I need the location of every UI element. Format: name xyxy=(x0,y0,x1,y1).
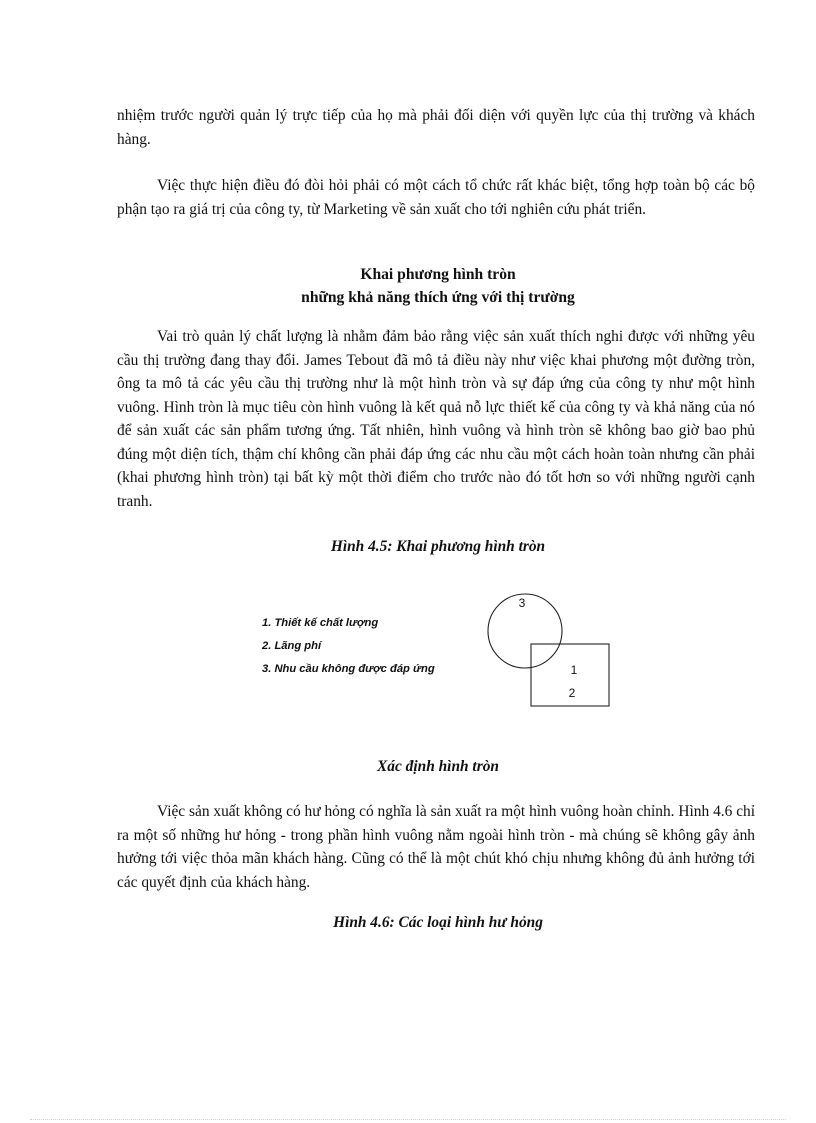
subheading-define-circle: Xác định hình tròn xyxy=(377,758,499,775)
square-label-top: 1 xyxy=(570,663,578,677)
paragraph-organization: Việc thực hiện điều đó đòi hỏi phải có một cách tổ chức rất khác biệt, tổng hợp toàn bộ các bộ phận tạo ra giá trị của công ty, từ Marketing về sản xuất cho tới nghiên cứu phát triển. xyxy=(117,177,755,218)
section-heading-line-2: những khả năng thích ứng với thị trường xyxy=(301,289,575,306)
paragraph-intro-continued: nhiệm trước người quản lý trực tiếp của họ mà phải đối diện với quyền lực của thị trường và khách hàng. xyxy=(117,107,755,148)
legend-item-quality-design: 1. Thiết kế chất lượng xyxy=(262,617,379,629)
circle-label: 3 xyxy=(518,596,526,610)
section-heading-line-1: Khai phương hình tròn xyxy=(360,266,516,283)
legend-item-waste: 2. Lãng phí xyxy=(262,640,322,652)
figure-4-5-caption: Hình 4.5: Khai phương hình tròn xyxy=(330,538,546,555)
page-bottom-divider xyxy=(30,1119,786,1120)
circle-square-diagram xyxy=(480,588,620,716)
figure-4-6-caption: Hình 4.6: Các loại hình hư hỏng xyxy=(333,914,543,931)
paragraph-quality-role: Vai trò quản lý chất lượng là nhằm đảm bảo rằng việc sản xuất thích nghi được với những yêu cầu thị trường đang thay đổi. James Tebout đã mô tả điều này như việc khai phương một đường tròn, ông ta mô tả các yêu cầu thị trường như là một hình tròn và sự đáp ứng của công ty như một hình vuông. Hình tròn là mục tiêu còn hình vuông là kết quả nỗ lực thiết kế của công ty và khả năng của nó để sản xuất các sản phẩm tương ứng. Tất nhiên, hình vuông và hình tròn sẽ không bao giờ bao phủ đúng một diện tích, thậm chí không cần phải đáp ứng các nhu cầu một cách hoàn toàn nhưng cần phải (khai phương hình tròn) tại bất kỳ một thời điểm cho trước nào đó tốt hơn so với những người cạnh tranh. xyxy=(117,328,755,510)
paragraph-defects: Việc sản xuất không có hư hỏng có nghĩa là sản xuất ra một hình vuông hoàn chỉnh. Hình 4.6 chỉ ra một số những hư hỏng - trong phần hình vuông nằm ngoài hình tròn - mà chúng sẽ không gây ảnh hưởng tới việc thỏa mãn khách hàng. Cũng có thể là một chút khó chịu nhưng không đủ ảnh hưởng tới các quyết định của khách hàng. xyxy=(117,803,755,891)
legend-item-unmet-needs: 3. Nhu cầu không được đáp ứng xyxy=(262,663,435,675)
square-label-bottom: 2 xyxy=(568,686,576,700)
